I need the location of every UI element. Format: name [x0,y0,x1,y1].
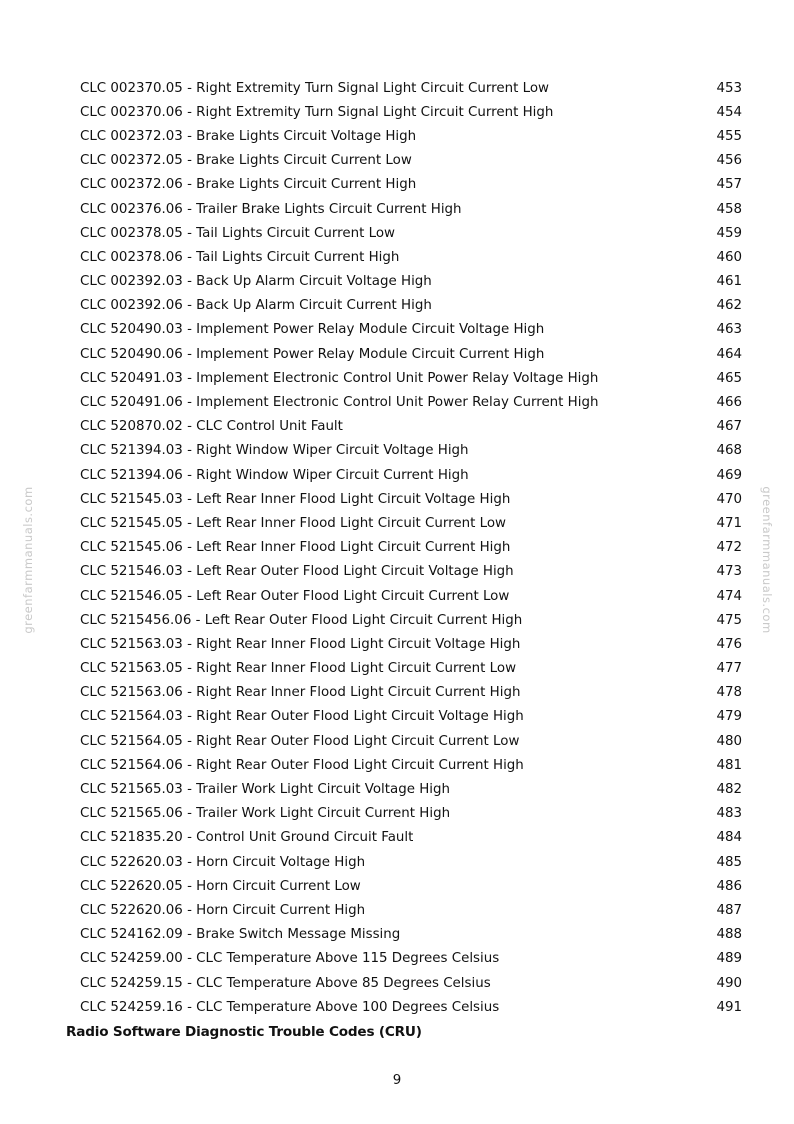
toc-entry-page: 461 [716,274,742,290]
toc-entry[interactable] [80,777,742,801]
toc-entry-page: 462 [716,298,742,314]
toc-entry-page: 456 [716,153,742,169]
toc-entry-page: 464 [716,346,742,362]
toc-entry-page: 471 [716,515,742,531]
toc-entry-title: CLC 520490.06 - Implement Power Relay Module Circuit Current High [80,346,545,362]
toc-entry[interactable] [80,898,742,922]
toc-entry[interactable] [80,270,742,294]
toc-entry[interactable] [80,197,742,221]
toc-entry-page: 482 [716,782,742,798]
toc-entry[interactable] [80,245,742,269]
toc-entry-title: CLC 521564.03 - Right Rear Outer Flood Light Circuit Voltage High [80,709,524,725]
toc-entry[interactable] [80,874,742,898]
toc-entry-page: 481 [716,757,742,773]
toc-entry-title: CLC 002392.06 - Back Up Alarm Circuit Current High [80,298,432,314]
toc-entry[interactable] [80,415,742,439]
toc-entry-title: CLC 5215456.06 - Left Rear Outer Flood Light Circuit Current High [80,612,523,628]
toc-entry-page: 470 [716,491,742,507]
toc-entry-page: 489 [716,951,742,967]
toc-entry-page: 463 [716,322,742,338]
toc-entry-page: 486 [716,878,742,894]
toc-entry-title: CLC 521564.05 - Right Rear Outer Flood Light Circuit Current Low [80,733,520,749]
toc-entry[interactable] [80,342,742,366]
toc-entry-title: CLC 522620.06 - Horn Circuit Current High [80,902,366,918]
toc-entry-page: 455 [716,128,742,144]
toc-entry[interactable] [80,487,742,511]
toc-entry-title: CLC 521546.03 - Left Rear Outer Flood Light Circuit Voltage High [80,564,514,580]
section-heading: Radio Software Diagnostic Trouble Codes (CRU) [66,1024,422,1040]
toc-entry-title: CLC 520870.02 - CLC Control Unit Fault [80,419,343,435]
toc-entry[interactable] [80,971,742,995]
toc-entry[interactable] [80,366,742,390]
toc-entry-title: CLC 002370.06 - Right Extremity Turn Signal Light Circuit Current High [80,104,554,120]
toc-entry-page: 457 [716,177,742,193]
toc-entry-title: CLC 521545.05 - Left Rear Inner Flood Light Circuit Current Low [80,515,506,531]
toc-entry[interactable] [80,390,742,414]
toc-entry-title: CLC 524259.15 - CLC Temperature Above 85 Degrees Celsius [80,975,491,991]
toc-entry-title: CLC 520491.06 - Implement Electronic Control Unit Power Relay Current High [80,395,599,411]
toc-entry-title: CLC 521565.06 - Trailer Work Light Circuit Current High [80,806,451,822]
toc-entry-page: 474 [716,588,742,604]
toc-entry-page: 468 [716,443,742,459]
toc-entry[interactable] [80,995,742,1019]
toc-entry[interactable] [80,318,742,342]
toc-entry-title: CLC 002372.03 - Brake Lights Circuit Voltage High [80,128,417,144]
toc-entry-title: CLC 521835.20 - Control Unit Ground Circuit Fault [80,830,414,846]
toc-entry[interactable] [80,463,742,487]
toc-entry[interactable] [80,657,742,681]
toc-entry-title: CLC 524162.09 - Brake Switch Message Missing [80,927,401,943]
toc-entry-title: CLC 524259.16 - CLC Temperature Above 100 Degrees Celsius [80,999,500,1015]
toc-entry-page: 465 [716,370,742,386]
toc-entry[interactable] [80,221,742,245]
toc-entry[interactable] [80,826,742,850]
toc-entry[interactable] [80,802,742,826]
toc-entry[interactable] [80,681,742,705]
toc-entry[interactable] [80,705,742,729]
toc-entry-title: CLC 521545.03 - Left Rear Inner Flood Light Circuit Voltage High [80,491,511,507]
toc-entry-page: 469 [716,467,742,483]
toc-entry-title: CLC 521564.06 - Right Rear Outer Flood Light Circuit Current High [80,757,524,773]
toc-entry[interactable] [80,923,742,947]
toc-entry-page: 453 [716,80,742,96]
toc-entry-page: 467 [716,419,742,435]
watermark-right: greenfarmmanuals.com [760,486,774,634]
toc-entry[interactable] [80,294,742,318]
toc-entry[interactable] [80,729,742,753]
toc-entry-page: 473 [716,564,742,580]
toc-entry-title: CLC 521394.03 - Right Window Wiper Circuit Voltage High [80,443,469,459]
page-number: 9 [392,1073,402,1088]
toc-entry-page: 460 [716,249,742,265]
toc-entry[interactable] [80,753,742,777]
toc-entry-page: 475 [716,612,742,628]
toc-entry[interactable] [80,536,742,560]
toc-entry-title: CLC 521565.03 - Trailer Work Light Circuit Voltage High [80,782,450,798]
toc-entry-title: CLC 520491.03 - Implement Electronic Control Unit Power Relay Voltage High [80,370,599,386]
toc-entry-page: 479 [716,709,742,725]
toc-entry[interactable] [80,584,742,608]
toc-entry-title: CLC 521563.05 - Right Rear Inner Flood Light Circuit Current Low [80,661,517,677]
toc-entry-page: 477 [716,661,742,677]
toc-entry-page: 476 [716,636,742,652]
toc-entry-title: CLC 002392.03 - Back Up Alarm Circuit Voltage High [80,274,432,290]
toc-entry-page: 488 [716,927,742,943]
toc-entry[interactable] [80,173,742,197]
toc-entry[interactable] [80,124,742,148]
table-of-contents [80,76,742,1019]
toc-entry[interactable] [80,511,742,535]
toc-entry-title: CLC 520490.03 - Implement Power Relay Module Circuit Voltage High [80,322,545,338]
toc-entry[interactable] [80,850,742,874]
toc-entry[interactable] [80,560,742,584]
watermark-left: greenfarmmanuals.com [21,486,35,634]
toc-entry-page: 466 [716,395,742,411]
toc-entry-page: 487 [716,902,742,918]
toc-entry-title: CLC 521563.06 - Right Rear Inner Flood Light Circuit Current High [80,685,521,701]
toc-entry-title: CLC 521545.06 - Left Rear Inner Flood Light Circuit Current High [80,540,511,556]
toc-entry-page: 490 [716,975,742,991]
toc-entry[interactable] [80,76,742,100]
toc-entry[interactable] [80,439,742,463]
toc-entry-page: 485 [716,854,742,870]
toc-entry[interactable] [80,100,742,124]
toc-entry-title: CLC 002378.06 - Tail Lights Circuit Current High [80,249,400,265]
toc-entry-page: 480 [716,733,742,749]
toc-entry[interactable] [80,947,742,971]
toc-entry-title: CLC 524259.00 - CLC Temperature Above 115 Degrees Celsius [80,951,500,967]
toc-entry-title: CLC 002372.06 - Brake Lights Circuit Current High [80,177,417,193]
toc-entry-title: CLC 002370.05 - Right Extremity Turn Signal Light Circuit Current Low [80,80,549,96]
toc-entry-page: 472 [716,540,742,556]
toc-entry-page: 458 [716,201,742,217]
toc-entry-page: 483 [716,806,742,822]
toc-entry-title: CLC 521563.03 - Right Rear Inner Flood Light Circuit Voltage High [80,636,521,652]
toc-entry-title: CLC 002376.06 - Trailer Brake Lights Circuit Current High [80,201,462,217]
toc-entry-title: CLC 002372.05 - Brake Lights Circuit Current Low [80,153,412,169]
toc-entry-page: 491 [716,999,742,1015]
toc-entry-page: 454 [716,104,742,120]
toc-entry-title: CLC 521546.05 - Left Rear Outer Flood Light Circuit Current Low [80,588,510,604]
toc-entry[interactable] [80,632,742,656]
toc-entry-title: CLC 522620.05 - Horn Circuit Current Low [80,878,361,894]
toc-entry-page: 478 [716,685,742,701]
toc-entry-title: CLC 522620.03 - Horn Circuit Voltage High [80,854,366,870]
toc-entry[interactable] [80,149,742,173]
toc-entry[interactable] [80,608,742,632]
toc-entry-page: 459 [716,225,742,241]
toc-entry-title: CLC 521394.06 - Right Window Wiper Circuit Current High [80,467,469,483]
toc-entry-title: CLC 002378.05 - Tail Lights Circuit Current Low [80,225,395,241]
toc-entry-page: 484 [716,830,742,846]
